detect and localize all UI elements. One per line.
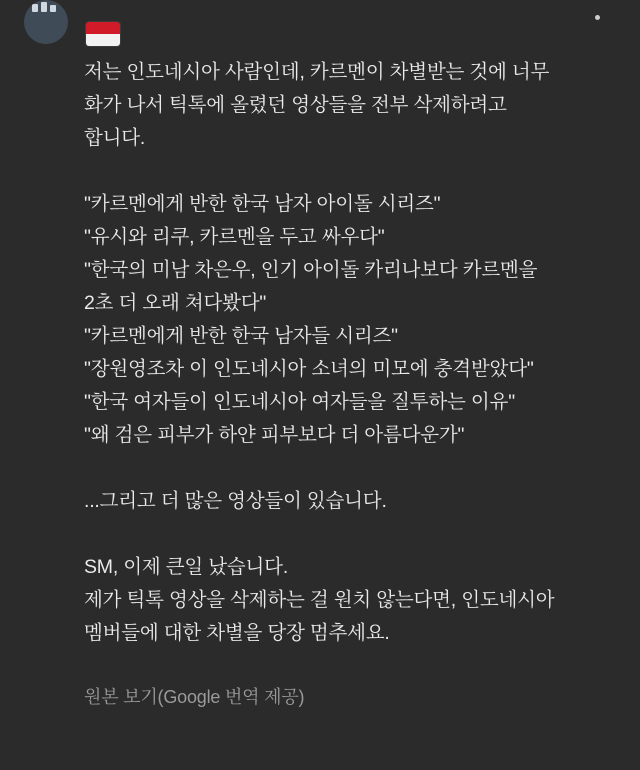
signal-bars-avatar-icon [32,2,60,12]
list-item: "장원영조차 이 인도네시아 소녀의 미모에 충격받았다" [84,358,534,380]
list-item: "한국 여자들이 인도네시아 여자들을 질투하는 이유" [84,391,515,413]
indonesia-flag-icon [86,22,120,46]
post-header [0,0,640,56]
list-item: "왜 검은 피부가 하얀 피부보다 더 아름다운가" [84,424,465,446]
spacer [84,518,556,551]
spacer [84,650,556,683]
video-title-list [84,188,556,452]
single-dot-indicator-icon[interactable] [595,15,600,20]
more-videos-paragraph: ...그리고 더 많은 영상들이 있습니다. [84,490,387,512]
post-intro-paragraph: 저는 인도네시아 사람인데, 카르멘이 차별받는 것에 너무 화가 나서 틱톡에 올렸던 영상들을 전부 삭제하려고 합니다. [84,61,550,149]
warning-line-2: 제가 틱톡 영상을 삭제하는 걸 원치 않는다면, 인도네시아 멤버들에 대한 차별을 당장 멈추세요. [84,589,555,644]
list-item: "유시와 리쿠, 카르멘을 두고 싸우다" [84,226,385,248]
avatar[interactable] [24,0,68,44]
list-item: "한국의 미남 차은우, 인기 아이돌 카리나보다 카르멘을 2초 더 오래 쳐다봤다" [84,259,538,314]
list-item: "카르멘에게 반한 한국 남자 아이돌 시리즈" [84,193,441,215]
post-body [0,56,640,711]
spacer [84,155,556,188]
warning-line-1: SM, 이제 큰일 났습니다. [84,556,289,578]
list-item: "카르멘에게 반한 한국 남자들 시리즈" [84,325,398,347]
spacer [84,452,556,485]
translation-source-link[interactable]: 원본 보기(Google 번역 제공) [84,687,305,707]
